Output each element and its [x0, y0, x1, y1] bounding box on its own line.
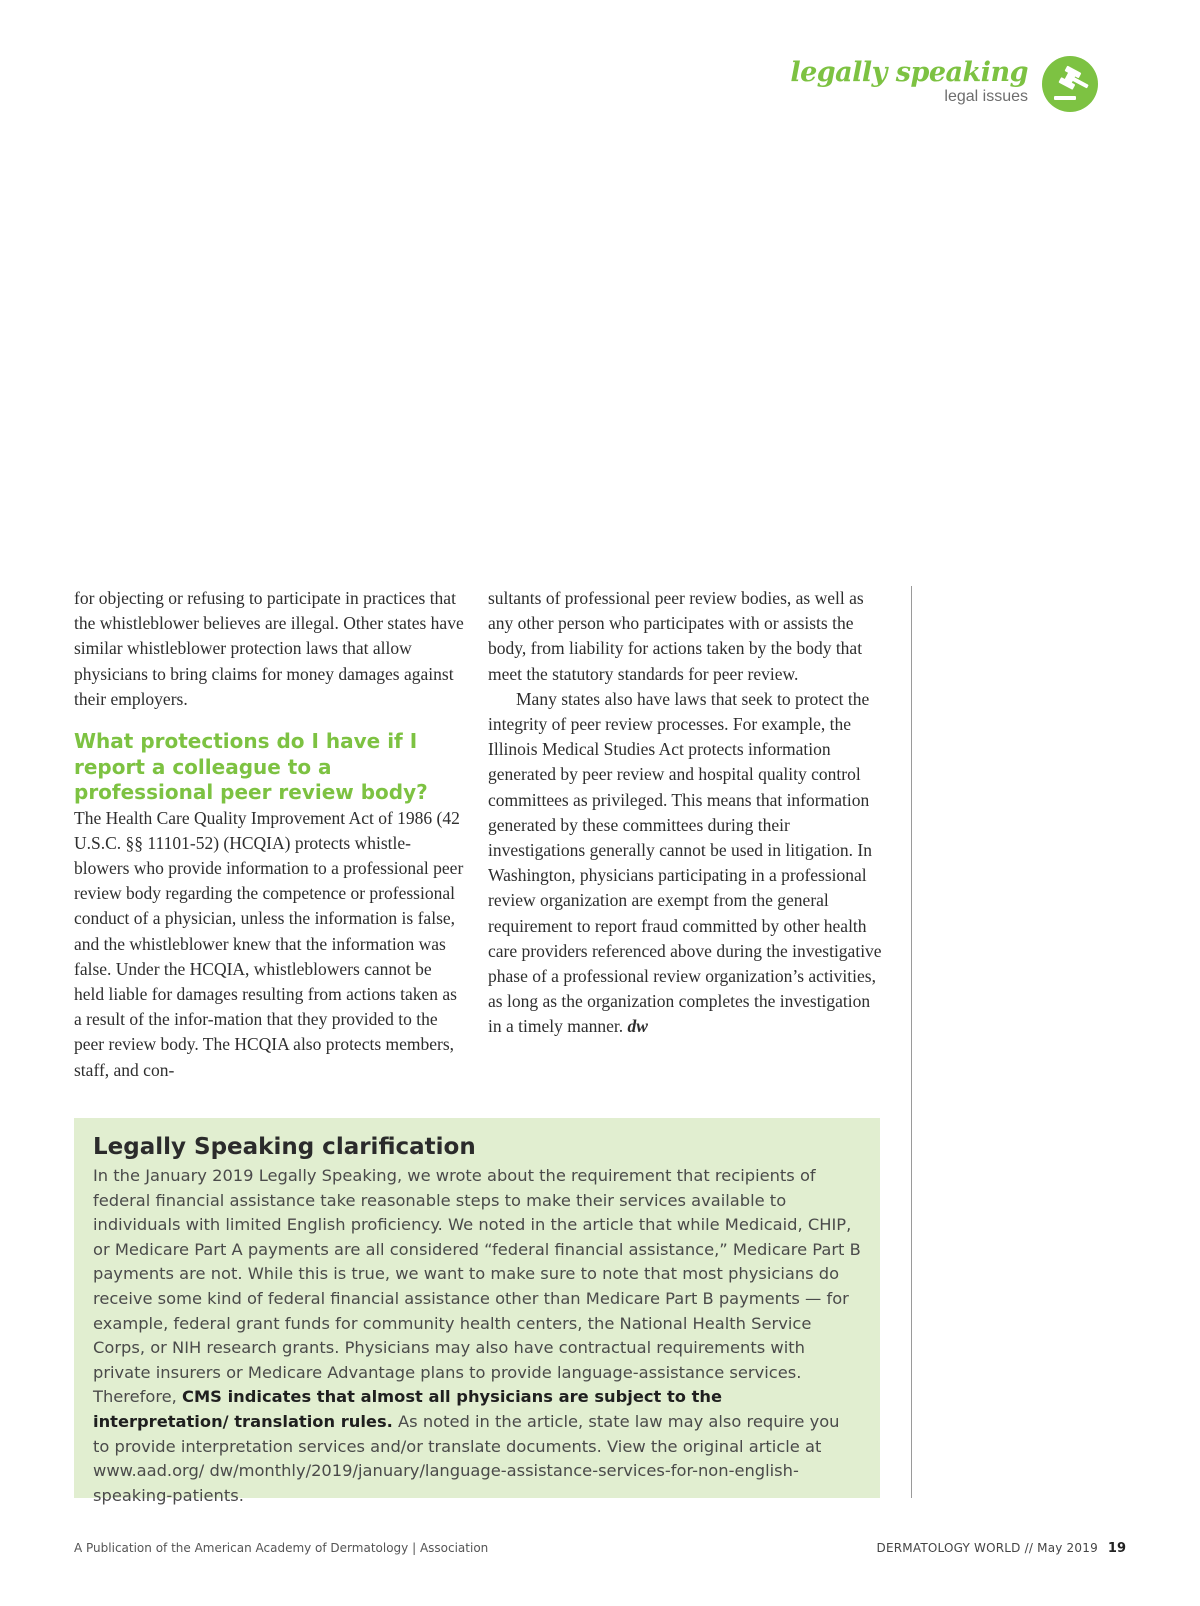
clarification-emphasis: CMS indicates that almost all physicians are subject to the interpretation/ translation rules.	[93, 1387, 723, 1431]
body-paragraph	[488, 687, 888, 1040]
clarification-title: Legally Speaking clarification	[93, 1134, 476, 1160]
body-paragraph: for objecting or refusing to participate in practices that the whistleblower believes are illegal. Other states have similar whistleblower protection laws that allow physicians to bring claims for money damages against their employers.	[74, 588, 464, 709]
end-mark: dw	[627, 1016, 648, 1037]
footer-publisher: A Publication of the American Academy of Dermatology | Association	[74, 1541, 489, 1555]
article-column-right	[488, 586, 888, 1040]
section-subtitle: legal issues	[944, 88, 1028, 105]
section-brand: legally speaking	[790, 57, 1028, 88]
page-header	[0, 56, 1200, 126]
clarification-text-part: As noted in the article, state law may also require you to provide interpretation services and/or translate documents. View the original article at www.aad.org/ dw/monthly/2019/january/language-assistance-services-for-non-english-speaking-patients.	[93, 1411, 840, 1505]
section-branding	[790, 58, 1028, 106]
clarification-box	[74, 1118, 880, 1505]
body-paragraph-text: Many states also have laws that seek to protect the integrity of peer review processes. For example, the Illinois Medical Studies Act protects information generated by peer review and hospital quality control committees as privileged. This means that information generated by these committees during their investigations generally cannot be used in litigation. In Washington, physicians participating in a professional review organization are exempt from the general requirement to report fraud committed by other health care providers referenced above during the investigative phase of a professional review organization’s activities, as long as the organization completes the investigation in a timely manner.	[488, 688, 882, 1037]
article-column-left	[74, 586, 466, 1083]
gavel-icon	[1042, 56, 1098, 112]
section-heading: What protections do I have if I report a colleague to a professional peer review body?	[74, 729, 428, 805]
body-paragraph: sultants of professional peer review bodies, as well as any other person who participates with or assists the body, from liability for actions taken by the body that meet the statutory standards for peer review.	[488, 588, 864, 684]
clarification-text-part: In the January 2019 Legally Speaking, we wrote about the requirement that recipients of federal financial assistance take reasonable steps to make their services available to individuals with limited English proficiency. We noted in the article that while Medicaid, CHIP, or Medicare Part A payments are all considered “federal financial assistance,” Medicare Part B payments are not. While this is true, we want to make sure to note that most physicians do receive some kind of federal financial assistance other than Medicare Part B payments — for example, federal grant funds for community health centers, the National Health Service Corps, or NIH research grants. Physicians may also have contractual requirements with private insurers or Medicare Advantage plans to provide language-assistance services. Therefore,	[93, 1166, 861, 1407]
footer-folio	[877, 1541, 1126, 1556]
body-paragraph: The Health Care Quality Improvement Act of 1986 (42 U.S.C. §§ 11101-52) (HCQIA) protects whistle-blowers who provide information to a professional peer review body regarding the competence or professional conduct of a physician, unless the information is false, and the whistleblower knew that the information was false. Under the HCQIA, whistleblowers cannot be held liable for damages resulting from actions taken as a result of the infor-mation that they provided to the peer review body. The HCQIA also protects members, staff, and con-	[74, 807, 464, 1080]
column-divider	[911, 586, 912, 1498]
clarification-text	[93, 1164, 861, 1508]
publication-date: DERMATOLOGY WORLD // May 2019	[876, 1541, 1098, 1555]
page-number: 19	[1107, 1541, 1126, 1556]
